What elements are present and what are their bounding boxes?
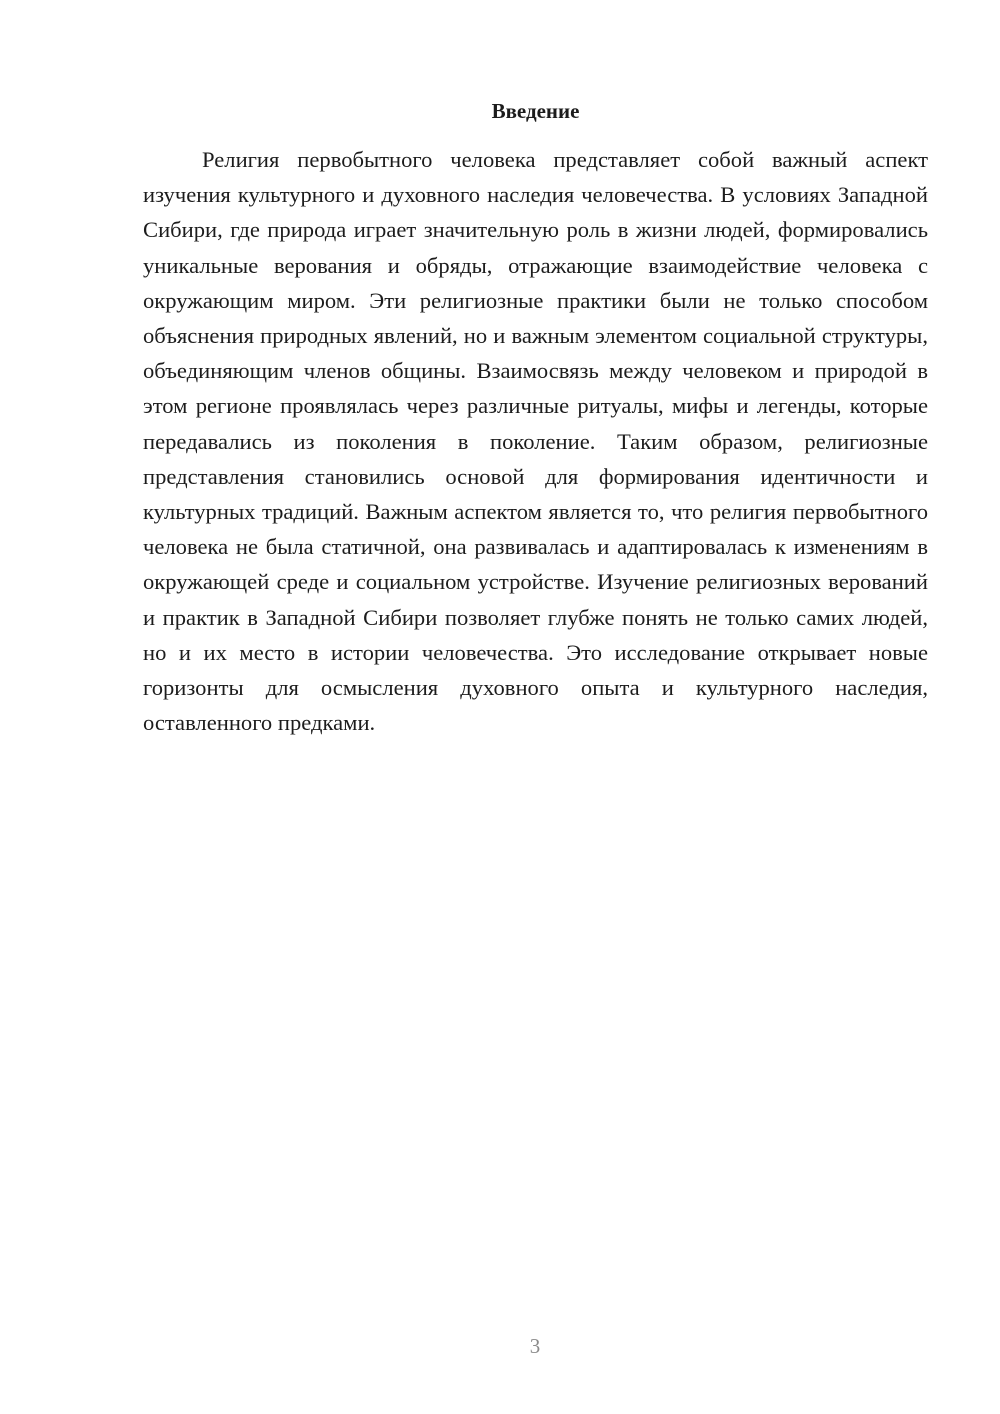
body-paragraph: Религия первобытного человека представляет собой важный аспект изучения культурного и духовного наследия человечества. В условиях Западной Сибири, где природа играет значительную роль в жизни людей, формировались уникальные верования и обряды, отражающие взаимодействие человека с окружающим миром. Эти религиозные практики были не только способом объяснения природных явлений, но и важным элементом социальной структуры, объединяющим членов общины. Взаимосвязь между человеком и природой в этом регионе проявлялась через различные ритуалы, мифы и легенды, которые передавались из поколения в поколение. Таким образом, религиозные представления становились основой для формирования идентичности и культурных традиций. Важным аспектом является то, что религия первобытного человека не была статичной, она развивалась и адаптировалась к изменениям в окружающей среде и социальном устройстве. Изучение религиозных верований и практик в Западной Сибири позволяет глубже понять не только самих людей, но и их место в истории человечества. Это исследование открывает новые горизонты для осмысления духовного опыта и культурного наследия, оставленного предками. bbox=[143, 147, 928, 736]
page-title: Введение bbox=[491, 99, 580, 123]
page-number: 3 bbox=[529, 1334, 541, 1358]
